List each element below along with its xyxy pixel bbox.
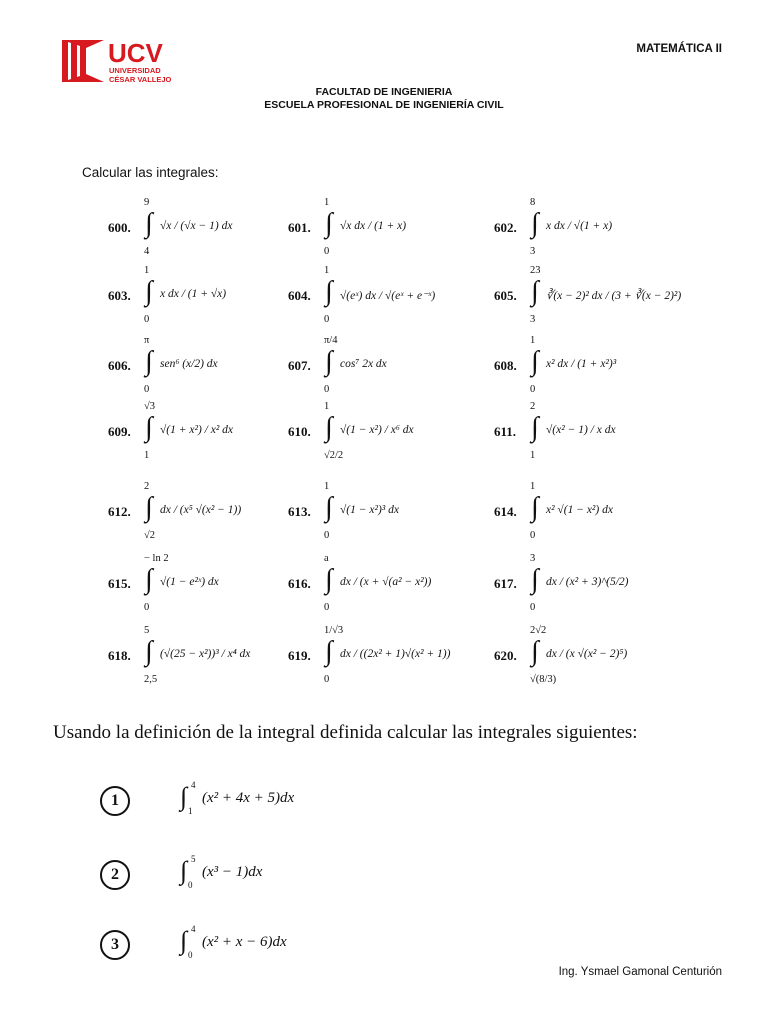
integrand: √x dx / (1 + x) [340, 220, 407, 232]
upper-limit: π/4 [324, 335, 338, 346]
lower-limit: 3 [530, 314, 536, 325]
integrand: x² √(1 − x²) dx [546, 504, 613, 516]
integral-sign: ∫ [531, 412, 539, 443]
integral-sign: ∫ [325, 208, 333, 239]
problem-number: 619. [288, 648, 311, 663]
integrand: dx / (x + √(a² − x²)) [340, 576, 432, 588]
def-upper-limit: 5 [191, 854, 196, 864]
integral-sign: ∫ [145, 208, 153, 239]
integral-sign: ∫ [145, 346, 153, 377]
lower-limit: 0 [324, 674, 330, 685]
school-name: ESCUELA PROFESIONAL DE INGENIERÍA CIVIL [264, 99, 504, 111]
lower-limit: 4 [144, 246, 150, 257]
problem-616 [288, 553, 468, 618]
upper-limit: 1 [530, 335, 536, 346]
upper-limit: 23 [530, 265, 541, 276]
def-upper-limit: 4 [191, 924, 196, 934]
problem-number: 613. [288, 504, 311, 519]
upper-limit: 1 [530, 481, 536, 492]
integral-sign: ∫ [531, 208, 539, 239]
problem-number: 603. [108, 288, 131, 303]
integral-sign: ∫ [325, 564, 333, 595]
problem-606 [108, 335, 288, 400]
integrand: √(1 − x²)³ dx [340, 504, 399, 516]
upper-limit: 2 [144, 481, 150, 492]
course-title: MATEMÁTICA II [636, 43, 722, 55]
upper-limit: √3 [144, 401, 156, 412]
lower-limit: 0 [324, 530, 330, 541]
integrand: √(1 − x²) / x⁶ dx [340, 424, 414, 436]
integrand: √x / (√x − 1) dx [160, 220, 233, 232]
def-lower-limit: 0 [188, 880, 193, 890]
problem-number: 609. [108, 424, 131, 439]
problem-number: 602. [494, 220, 517, 235]
problem-610 [288, 401, 468, 466]
problem-number: 616. [288, 576, 311, 591]
integral-sign: ∫ [531, 564, 539, 595]
def-integrand: (x² + x − 6)dx [202, 934, 287, 950]
problem-615 [108, 553, 288, 618]
integral-sign: ∫ [325, 276, 333, 307]
upper-limit: a [324, 553, 329, 564]
upper-limit: 3 [530, 553, 536, 564]
upper-limit: 2√2 [530, 625, 547, 636]
integral-sign: ∫ [145, 412, 153, 443]
def-upper-limit: 4 [191, 780, 196, 790]
problem-number: 608. [494, 358, 517, 373]
def-integrand: (x³ − 1)dx [202, 864, 263, 880]
faculty-name: FACULTAD DE INGENIERIA [315, 86, 453, 98]
lower-limit: 3 [530, 246, 536, 257]
def-integral-sign: ∫ [180, 926, 188, 955]
problem-601 [288, 197, 468, 262]
lower-limit: 0 [324, 602, 330, 613]
integral-sign: ∫ [531, 276, 539, 307]
integral-sign: ∫ [531, 492, 539, 523]
def-integrand: (x² + 4x + 5)dx [202, 790, 295, 806]
integrand: √(1 + x²) / x² dx [160, 424, 234, 436]
integrand: √(1 − e²ˣ) dx [160, 576, 219, 588]
item-number-circle: 1 [100, 786, 130, 816]
problem-614 [494, 481, 674, 546]
problem-number: 611. [494, 424, 517, 439]
section2-heading: Usando la definición de la integral definida calcular las integrales siguientes: [53, 722, 638, 743]
problem-603 [108, 265, 288, 330]
problem-number: 604. [288, 288, 311, 303]
integrand: cos⁷ 2x dx [340, 358, 387, 370]
lower-limit: 0 [324, 314, 330, 325]
upper-limit: π [144, 335, 150, 346]
integral-sign: ∫ [145, 564, 153, 595]
integrand: dx / (x² + 3)^(5/2) [546, 576, 629, 588]
def-integral-sign: ∫ [180, 856, 188, 885]
problem-number: 618. [108, 648, 131, 663]
integrand: x dx / (1 + √x) [160, 288, 227, 300]
problem-number: 615. [108, 576, 131, 591]
problem-613 [288, 481, 468, 546]
problem-617 [494, 553, 674, 618]
lower-limit: 0 [530, 602, 536, 613]
integral-sign: ∫ [325, 492, 333, 523]
problem-607 [288, 335, 468, 400]
problem-number: 600. [108, 220, 131, 235]
upper-limit: − ln 2 [144, 553, 169, 564]
problem-600 [108, 197, 288, 262]
integral-sign: ∫ [531, 636, 539, 667]
problem-608 [494, 335, 674, 400]
upper-limit: 5 [144, 625, 150, 636]
problem-number: 606. [108, 358, 131, 373]
integral-sign: ∫ [531, 346, 539, 377]
problem-number: 610. [288, 424, 311, 439]
problem-number: 612. [108, 504, 131, 519]
lower-limit: 0 [530, 384, 536, 395]
problem-609 [108, 401, 288, 466]
integral-sign: ∫ [145, 636, 153, 667]
integral-sign: ∫ [325, 636, 333, 667]
problem-number: 601. [288, 220, 311, 235]
problem-612 [108, 481, 288, 546]
upper-limit: 8 [530, 197, 536, 208]
integrand: dx / (x⁵ √(x² − 1)) [160, 504, 242, 516]
lower-limit: √2/2 [324, 450, 344, 461]
upper-limit: 1 [324, 197, 330, 208]
integrand: √(x² − 1) / x dx [546, 424, 616, 436]
upper-limit: 1/√3 [324, 625, 344, 636]
author-footer: Ing. Ysmael Gamonal Centurión [558, 966, 722, 978]
integrand: x² dx / (1 + x²)³ [546, 358, 617, 370]
ucv-logo [60, 34, 196, 88]
lower-limit: 2,5 [144, 674, 158, 685]
problem-604 [288, 265, 468, 330]
upper-limit: 9 [144, 197, 150, 208]
logo-text: UCV [108, 38, 163, 68]
lower-limit: 0 [144, 384, 150, 395]
integral-sign: ∫ [325, 412, 333, 443]
logo-sub2: CÉSAR VALLEJO [109, 75, 172, 84]
lower-limit: √2 [144, 530, 156, 541]
item-number-circle: 2 [100, 860, 130, 890]
problem-602 [494, 197, 674, 262]
problem-number: 605. [494, 288, 517, 303]
faculty-block [0, 86, 768, 112]
upper-limit: 1 [144, 265, 150, 276]
integrand: (√(25 − x²))³ / x⁴ dx [160, 648, 251, 660]
problem-618 [108, 625, 288, 690]
problem-619 [288, 625, 468, 690]
problem-611 [494, 401, 674, 466]
lower-limit: 0 [324, 384, 330, 395]
problem-number: 617. [494, 576, 517, 591]
def-lower-limit: 0 [188, 950, 193, 960]
integral-sign: ∫ [325, 346, 333, 377]
intro-text: Calcular las integrales: [82, 165, 219, 180]
upper-limit: 1 [324, 481, 330, 492]
logo-sub1: UNIVERSIDAD [109, 66, 161, 75]
upper-limit: 1 [324, 401, 330, 412]
integral-sign: ∫ [145, 276, 153, 307]
integrand: ∛(x − 2)² dx / (3 + ∛(x − 2)²) [546, 290, 682, 302]
integrand: dx / (x √(x² − 2)⁵) [546, 648, 628, 660]
lower-limit: 1 [530, 450, 536, 461]
lower-limit: 0 [530, 530, 536, 541]
problem-number: 614. [494, 504, 517, 519]
problem-605 [494, 265, 682, 330]
def-lower-limit: 1 [188, 806, 193, 816]
problem-number: 607. [288, 358, 311, 373]
integrand: sen⁶ (x/2) dx [160, 358, 218, 370]
upper-limit: 1 [324, 265, 330, 276]
upper-limit: 2 [530, 401, 536, 412]
lower-limit: 0 [144, 314, 150, 325]
logo-mark [62, 40, 104, 82]
item-number-circle: 3 [100, 930, 130, 960]
integral-sign: ∫ [145, 492, 153, 523]
lower-limit: 1 [144, 450, 150, 461]
integrand: dx / ((2x² + 1)√(x² + 1)) [340, 648, 451, 660]
lower-limit: √(8/3) [530, 674, 557, 685]
problem-number: 620. [494, 648, 517, 663]
integrand: √(eˣ) dx / √(eˣ + e⁻ˣ) [340, 290, 436, 302]
integrand: x dx / √(1 + x) [546, 220, 613, 232]
problem-620 [494, 625, 674, 690]
lower-limit: 0 [144, 602, 150, 613]
def-integral-sign: ∫ [180, 782, 188, 811]
lower-limit: 0 [324, 246, 330, 257]
